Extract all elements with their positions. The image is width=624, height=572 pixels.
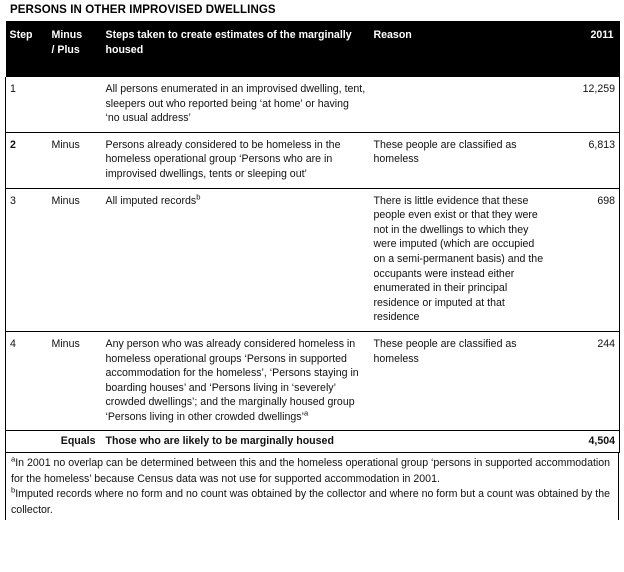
cell-sign: Minus <box>48 188 102 331</box>
cell-steps <box>102 331 370 431</box>
cell-value: 244 <box>552 331 620 431</box>
cell-sign: Minus <box>48 331 102 431</box>
cell-reason: There is little evidence that these people even exist or that they were not in the dwellings to which they were imputed (which are occupied on a semi-permanent basis) and the occupants were instead either enumerated in their principal residence or imputed at that residence <box>370 188 552 331</box>
cell-step: 2 <box>6 132 48 188</box>
table-row <box>6 188 620 331</box>
footnote-ref-b: b <box>196 192 201 202</box>
cell-reason: These people are classified as homeless <box>370 132 552 188</box>
total-cell-label: Those who are likely to be marginally housed <box>102 431 370 453</box>
footnotes <box>5 453 619 520</box>
total-cell-reason <box>370 431 552 453</box>
table-total-row <box>6 431 620 453</box>
cell-value: 698 <box>552 188 620 331</box>
cell-value: 12,259 <box>552 77 620 132</box>
table-row <box>6 132 620 188</box>
marginally-housed-table <box>5 21 620 453</box>
column-header-sign-line1: Minus <box>51 29 83 41</box>
cell-steps: Persons already considered to be homeless in the homeless operational group ‘Persons who are in improvised dwellings, tents or sleeping out’ <box>102 132 370 188</box>
total-cell-empty <box>6 431 48 453</box>
column-header-steps: Steps taken to create estimates of the marginally housed <box>102 21 370 77</box>
footnote-marker-a: a <box>11 454 16 464</box>
total-cell-value: 4,504 <box>552 431 620 453</box>
footnote-ref-a: a <box>303 408 309 418</box>
footnote-marker-b: b <box>11 485 16 495</box>
cell-steps-text: All imputed records <box>105 194 197 207</box>
cell-step: 3 <box>6 188 48 331</box>
total-cell-sign: Equals <box>48 431 102 453</box>
cell-steps <box>102 188 370 331</box>
footnote-a-text: In 2001 no overlap can be determined between this and the homeless operational group ‘persons in supported accommodation for the homeless’ because Census data was not use for supported accommodation in 2001. <box>11 457 611 485</box>
table-row <box>6 77 620 132</box>
cell-step: 4 <box>6 331 48 431</box>
cell-reason: These people are classified as homeless <box>370 331 552 431</box>
column-header-step: Step <box>6 21 48 77</box>
cell-value: 6,813 <box>552 132 620 188</box>
table-body <box>6 77 620 453</box>
column-header-year: 2011 <box>552 21 620 77</box>
cell-steps-text: Any person who was already considered homeless in homeless operational groups ‘Persons in supported accommodation for the homeless’, ‘Persons staying in boarding houses’ and ‘Persons living in ‘severely’ crowded dwellings’; and the marginally housed group ‘Persons living in other crowded dwellings’ <box>105 337 359 423</box>
table-row <box>6 331 620 431</box>
column-header-sign-line2: / Plus <box>51 43 80 56</box>
cell-reason <box>370 77 552 132</box>
footnote-a <box>11 456 612 487</box>
page-title: PERSONS IN OTHER IMPROVISED DWELLINGS <box>10 4 276 16</box>
column-header-sign <box>48 21 102 77</box>
cell-step: 1 <box>6 77 48 132</box>
cell-sign <box>48 77 102 132</box>
footnote-b <box>11 487 612 518</box>
table-header <box>6 21 620 77</box>
footnote-b-text: Imputed records where no form and no count was obtained by the collector and where no form but a count was obtained by the collector. <box>11 488 611 516</box>
cell-steps: All persons enumerated in an improvised dwelling, tent, sleepers out who reported being ‘at home’ or having ‘no usual address’ <box>105 83 366 125</box>
table-header-row <box>6 21 620 77</box>
column-header-reason: Reason <box>370 21 552 77</box>
cell-sign: Minus <box>48 132 102 188</box>
